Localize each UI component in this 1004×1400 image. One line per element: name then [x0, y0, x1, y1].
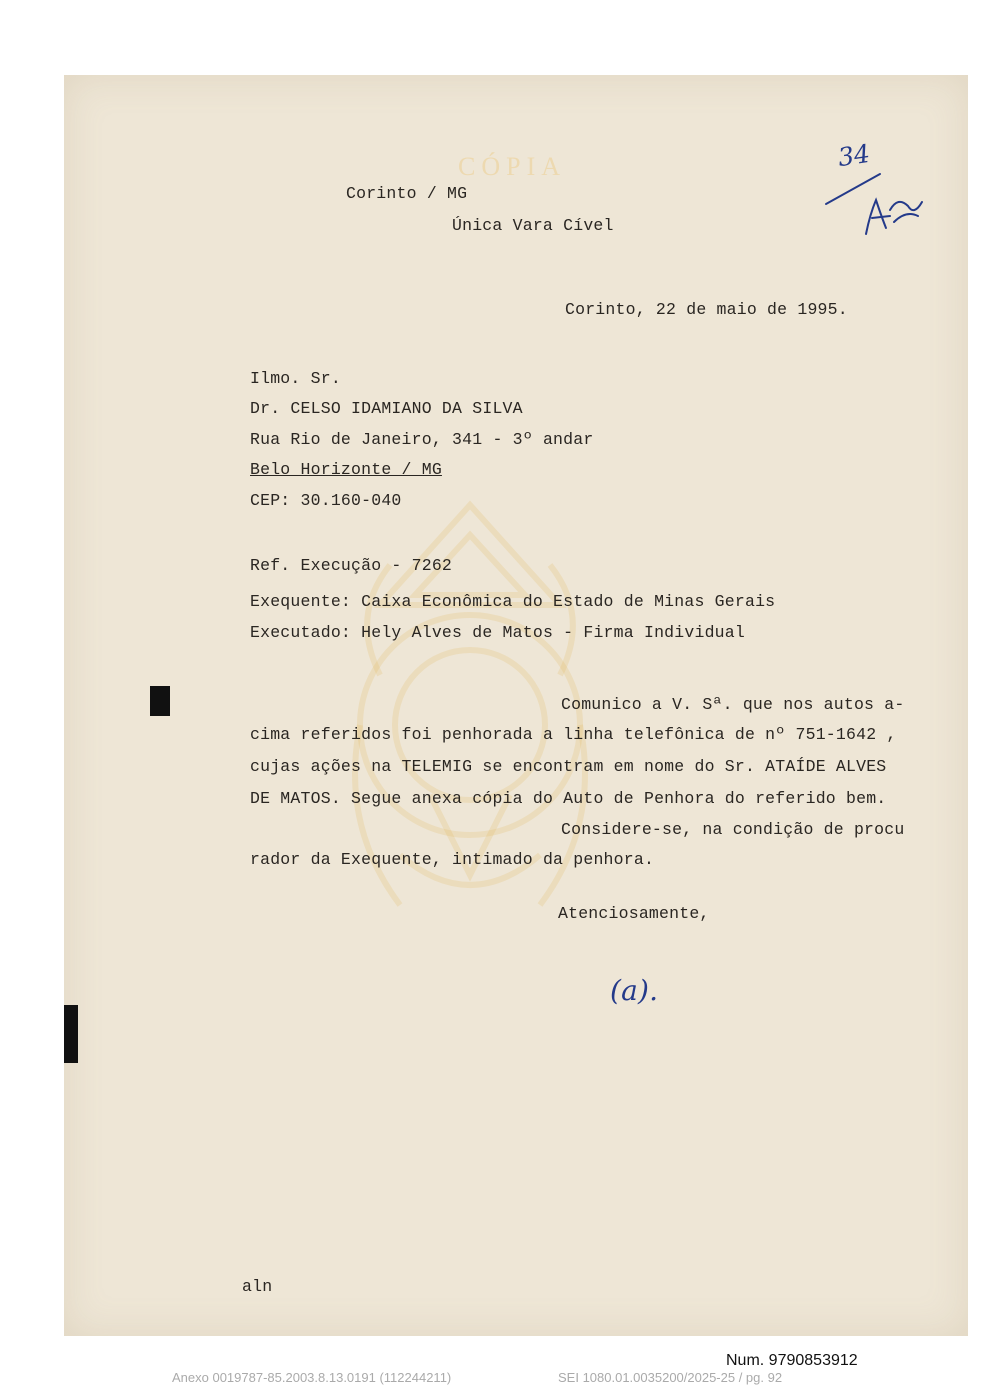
typist-initials: aln	[242, 1277, 273, 1296]
binding-mark-top	[150, 686, 170, 716]
reference-number: Ref. Execução - 7262	[250, 556, 453, 575]
closing: Atenciosamente,	[558, 904, 710, 923]
binding-mark-bottom	[64, 1005, 78, 1063]
recipient-city: Belo Horizonte / MG	[250, 460, 442, 479]
handwritten-initials-mark	[818, 166, 928, 256]
body-line: Comunico a V. Sª. que nos autos a-	[561, 695, 905, 714]
footer-annex: Anexo 0019787-85.2003.8.13.0191 (112244211)	[172, 1370, 452, 1385]
handwritten-page-number: 34	[836, 138, 872, 173]
reference-exequente: Exequente: Caixa Econômica do Estado de Minas Gerais	[250, 592, 776, 611]
recipient-cep: CEP: 30.160-040	[250, 491, 402, 510]
body-line: Considere-se, na condição de procu	[561, 820, 905, 839]
body-line: DE MATOS. Segue anexa cópia do Auto de Penhora do referido bem.	[250, 789, 887, 808]
footer-num: Num. 9790853912	[726, 1352, 858, 1369]
recipient-salutation: Ilmo. Sr.	[250, 369, 341, 388]
body-line: cujas ações na TELEMIG se encontram em nome do Sr. ATAÍDE ALVES	[250, 757, 887, 776]
court-header: Única Vara Cível	[452, 216, 614, 235]
recipient-street: Rua Rio de Janeiro, 341 - 3º andar	[250, 430, 594, 449]
city-header: Corinto / MG	[346, 184, 468, 203]
body-line: cima referidos foi penhorada a linha telefônica de nº 751-1642 ,	[250, 725, 897, 744]
recipient-name: Dr. CELSO IDAMIANO DA SILVA	[250, 399, 523, 418]
copia-stamp: CÓPIA	[458, 152, 567, 181]
footer-sei: SEI 1080.01.0035200/2025-25 / pg. 92	[558, 1370, 783, 1385]
body-line: rador da Exequente, intimado da penhora.	[250, 850, 655, 869]
handwritten-signature: (a).	[610, 974, 659, 1007]
reference-executado: Executado: Hely Alves de Matos - Firma Individual	[250, 623, 745, 642]
date-line: Corinto, 22 de maio de 1995.	[565, 300, 848, 319]
